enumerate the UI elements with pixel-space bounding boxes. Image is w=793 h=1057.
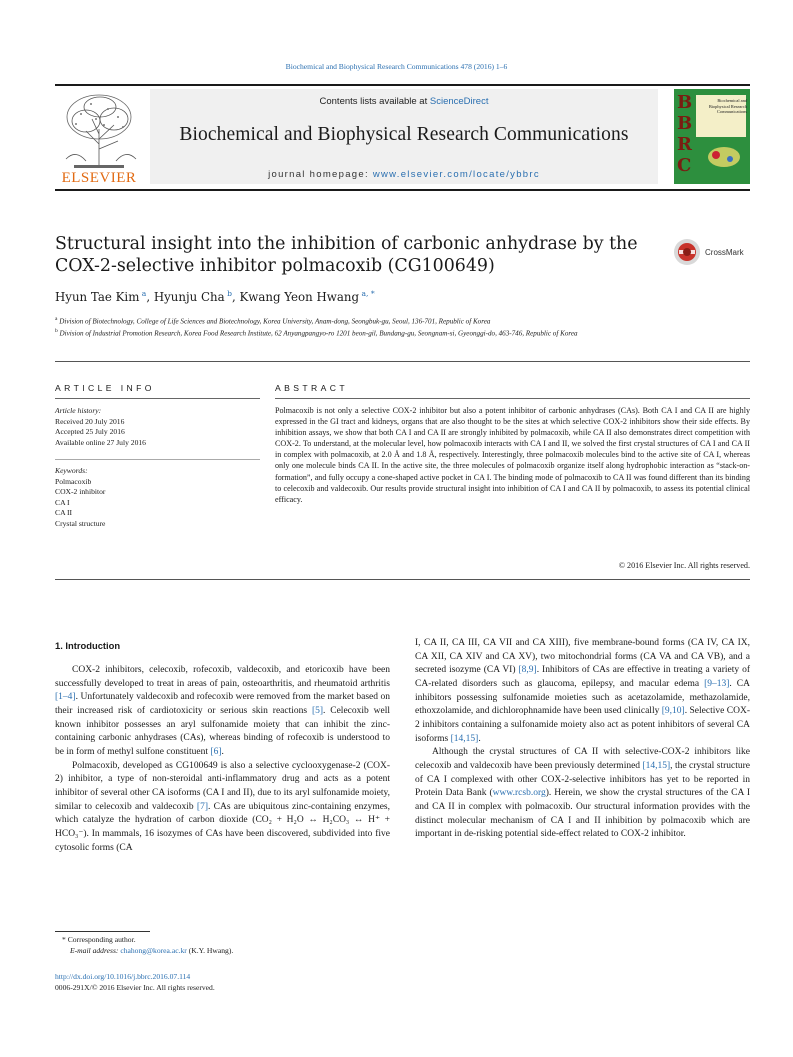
body-column-left [55, 664, 390, 855]
citation-link[interactable]: [9–13] [704, 678, 730, 689]
author-separator: , [231, 289, 240, 304]
affiliation-b [55, 326, 695, 339]
article-title: Structural insight into the inhibition of carbonic anhydrase by the COX-2-selective inhibitor polmacoxib (CG100649) [55, 234, 638, 276]
history-label: Article history: [55, 406, 102, 415]
history-item: Received 20 July 2016 [55, 416, 125, 426]
keyword: Polmacoxib [55, 476, 92, 486]
text-run: Polmacoxib, developed as CG100649 is also a selective cyclooxygenase-2 (COX-2) inhibitor, a type of non-steroidal anti-inflammatory drug and acts as a potent inhibitor of several other CA isoforms (CA I and II), due to its aryl sulfonamide moiety, similar to celecoxib and valdecoxib [55, 760, 390, 812]
journal-title: Biochemical and Biophysical Research Communications [179, 124, 629, 145]
affil-mark: a [55, 316, 58, 322]
masthead-bottom-rule [55, 189, 750, 191]
cover-letter: B [677, 113, 693, 134]
text-run: . Selective COX-2 inhibitors containing a sulfonamide moiety also act as potent inhibitors of several CA isoforms [415, 706, 750, 744]
keywords-label: Keywords: [55, 466, 88, 475]
section-heading: 1. Introduction [55, 640, 121, 651]
crossmark-icon[interactable] [673, 238, 701, 266]
text-run: , the crystal structure of CA I complexed with other COX-2-selective inhibitors has yet to be reported in Protein Data Bank ( [415, 760, 750, 799]
affil-text: Division of Biotechnology, College of Life Sciences and Biotechnology, Korea University, Anam-dong, Seongbuk-gu, Seoul, 136-701, Republic of Korea [57, 317, 491, 326]
citation-link[interactable]: [9,10] [661, 706, 685, 717]
keyword: Crystal structure [55, 518, 106, 528]
doi-line [55, 971, 190, 982]
cover-letters [677, 92, 699, 176]
paragraph [55, 760, 390, 856]
corresponding-author-note: * Corresponding author. [62, 935, 136, 944]
author-name[interactable]: Hyun Tae Kim [55, 289, 140, 304]
abstract-rule [275, 398, 750, 399]
text-run: . Celecoxib well known inhibitor possesses an aryl sulfonamide moiety that can inhibit the zinc-containing carbonic anhydrases (CAs), whereas binding of rofecoxib is understood to be in form of methyl sulfone constituent [55, 705, 390, 757]
article-history [55, 406, 260, 448]
history-item: Available online 27 July 2016 [55, 437, 146, 447]
keyword: CA I [55, 497, 70, 507]
paragraph [415, 746, 750, 842]
paragraph [415, 637, 750, 746]
cover-letter: C [677, 155, 692, 176]
affil-mark: b [55, 328, 58, 334]
citation-link[interactable]: [1–4] [55, 692, 76, 703]
history-item: Accepted 25 July 2016 [55, 427, 125, 437]
homepage-prefix: journal homepage: [268, 169, 373, 180]
pdb-link[interactable]: www.rcsb.org [492, 788, 546, 799]
author-affil-mark[interactable]: a, * [359, 289, 375, 298]
citation-link[interactable]: [7] [196, 801, 208, 812]
doi-link[interactable]: http://dx.doi.org/10.1016/j.bbrc.2016.07.114 [55, 972, 191, 981]
keyword: COX-2 inhibitor [55, 487, 106, 497]
text-run: . [221, 746, 224, 757]
citation-link[interactable]: [6] [210, 746, 222, 757]
email-footnote [70, 945, 233, 956]
abstract-bottom-rule [55, 579, 750, 580]
author-list [55, 289, 655, 304]
text-run: . CA inhibitors possessing sulfonamide moieties such as acetazolamide, methazolamide, ethoxzolamide, and dichlorophnamide have been used clinically [415, 678, 750, 717]
citation-link[interactable]: [14,15] [642, 760, 671, 771]
journal-homepage [150, 169, 658, 180]
abstract-text: Polmacoxib is not only a selective COX-2 inhibitor but also a potent inhibitor of carbonic anhydrases (CAs). Both CA I and CA II are highly expressed in the GI tract and kidneys, organs that are also thought to be the sites at which selective COX-2 inhibitors show their side effects. By inhibition assays, we show that both CA I and CA II are strongly inhibited by polmacoxib, while CA II also demonstrates direct competition with COX-2. To understand, at the molecular level, how polmacoxib interacts with CA I and II, we solved the first crystal structures of CA I and CA II in complex with polmacoxib, at 2.0 Å and 1.8 Å, respectively. Interestingly, three polmacoxib molecules bind to the active site of CA I, whereas only one molecule binds CA II. In the active site, the three molecules of polmacoxib organize itself along hydrophobic interaction as “stack-on-formation”, and fully occupy a cone-shaped active pocket in CA I. The binding mode of polmacoxib to CA II was found different than its binding to celecoxib and valdecoxib. Our results provide structural insight into inhibition of CA I and CA II by polmacoxib, to assess its potential clinical efficacy. [275, 406, 750, 504]
keyword: CA II [55, 508, 73, 518]
article-info-heading: ARTICLE INFO [55, 383, 155, 393]
affil-separator-rule [55, 361, 750, 362]
author-name[interactable]: Kwang Yeon Hwang [239, 289, 360, 304]
text-run: . Unfortunately valdecoxib and rofecoxib were removed from the market based on their increased risk of cardiotoxicity or serious skin reactions [55, 692, 390, 716]
contents-line [150, 96, 658, 107]
text-run: . Inhibitors of CAs are effective in treating a variety of CA-related disorders such as glaucoma, epilepsy, and macular edema [415, 665, 750, 689]
citation-link[interactable]: [5] [311, 705, 324, 716]
crossmark-label[interactable]: CrossMark [705, 248, 744, 257]
text-run: . [478, 733, 481, 744]
text-run: COX-2 inhibitors, celecoxib, rofecoxib, valdecoxib, and etoricoxib have been successfully developed to treat in areas of pain, osteoarthritis, and rheumatoid arthritis [55, 665, 390, 689]
abstract-heading: ABSTRACT [275, 383, 349, 393]
email-link[interactable]: chahong@korea.ac.kr [120, 946, 187, 955]
email-label: E-mail address: [70, 946, 121, 955]
text-run: . CAs are ubiquitous zinc-containing enzymes, which catalyze the hydration of carbon dioxide (CO₂ + H₂O ↔ H₂CO₃ ↔ H⁺ + HCO₃⁻). In mammals, 16 isozymes of CAs have been discovered, subdivided into five cytosolic forms (CA [55, 801, 390, 853]
author-separator: , [146, 289, 154, 304]
elsevier-wordmark: ELSEVIER [61, 170, 137, 186]
issn-line: 0006-291X/© 2016 Elsevier Inc. All rights reserved. [55, 983, 215, 992]
affil-text: Division of Industrial Promotion Research, Korea Food Research Institute, 62 Anyangpangyo-ro 1201 beon-gil, Bundang-gu, Seongnam-si, Gyeonggi-do, 463-746, Republic of Korea [57, 329, 578, 338]
text-run: Although the crystal structures of CA II with selective-COX-2 inhibitors like celecoxib and valdecoxib have been previously determined [415, 747, 750, 771]
email-owner: (K.Y. Hwang). [186, 946, 234, 955]
author-affil-mark[interactable]: a [139, 289, 147, 298]
text-run: ). Herein, we show the crystal structures of the CA I and CA II in complex with polmacoxib. Our structural information provides with the distinct molecular mechanism of CA I and II inhibition by polmacoxib which are important in de-risking potential side-effect related to COX-2 inhibitor. [415, 788, 750, 840]
contents-prefix: Contents lists available at [319, 96, 430, 107]
keywords-block [55, 466, 260, 530]
sciencedirect-link[interactable]: ScienceDirect [429, 96, 489, 107]
citation-link[interactable]: [14,15] [450, 733, 479, 744]
homepage-link[interactable]: www.elsevier.com/locate/ybbrc [372, 169, 540, 180]
affiliation-a [55, 314, 695, 327]
keywords-rule [55, 459, 260, 460]
paragraph [55, 664, 390, 760]
article-info-rule [55, 398, 260, 399]
footnote-rule [55, 931, 150, 932]
abstract-copyright: © 2016 Elsevier Inc. All rights reserved. [618, 561, 750, 570]
cover-journal-text: Biochemical and Biophysical Research Communications [708, 98, 747, 114]
body-column-right [415, 637, 750, 842]
running-head: Biochemical and Biophysical Research Communications 478 (2016) 1–6 [285, 62, 508, 71]
author-name[interactable]: Hyunju Cha [153, 289, 225, 304]
text-run: I, CA II, CA III, CA VII and CA XIII), five membrane-bound forms (CA IV, CA IX, CA XII, CA XIV and CA XV), two mitochondrial forms (CA VA and CA VB), and a secreted isozyme (CA VI) [415, 638, 750, 676]
author-affil-mark[interactable]: b [224, 289, 232, 298]
cover-letter: R [677, 134, 692, 155]
masthead-top-rule [55, 84, 750, 86]
cover-letter: B [677, 92, 693, 113]
citation-link[interactable]: [8,9] [518, 665, 537, 676]
